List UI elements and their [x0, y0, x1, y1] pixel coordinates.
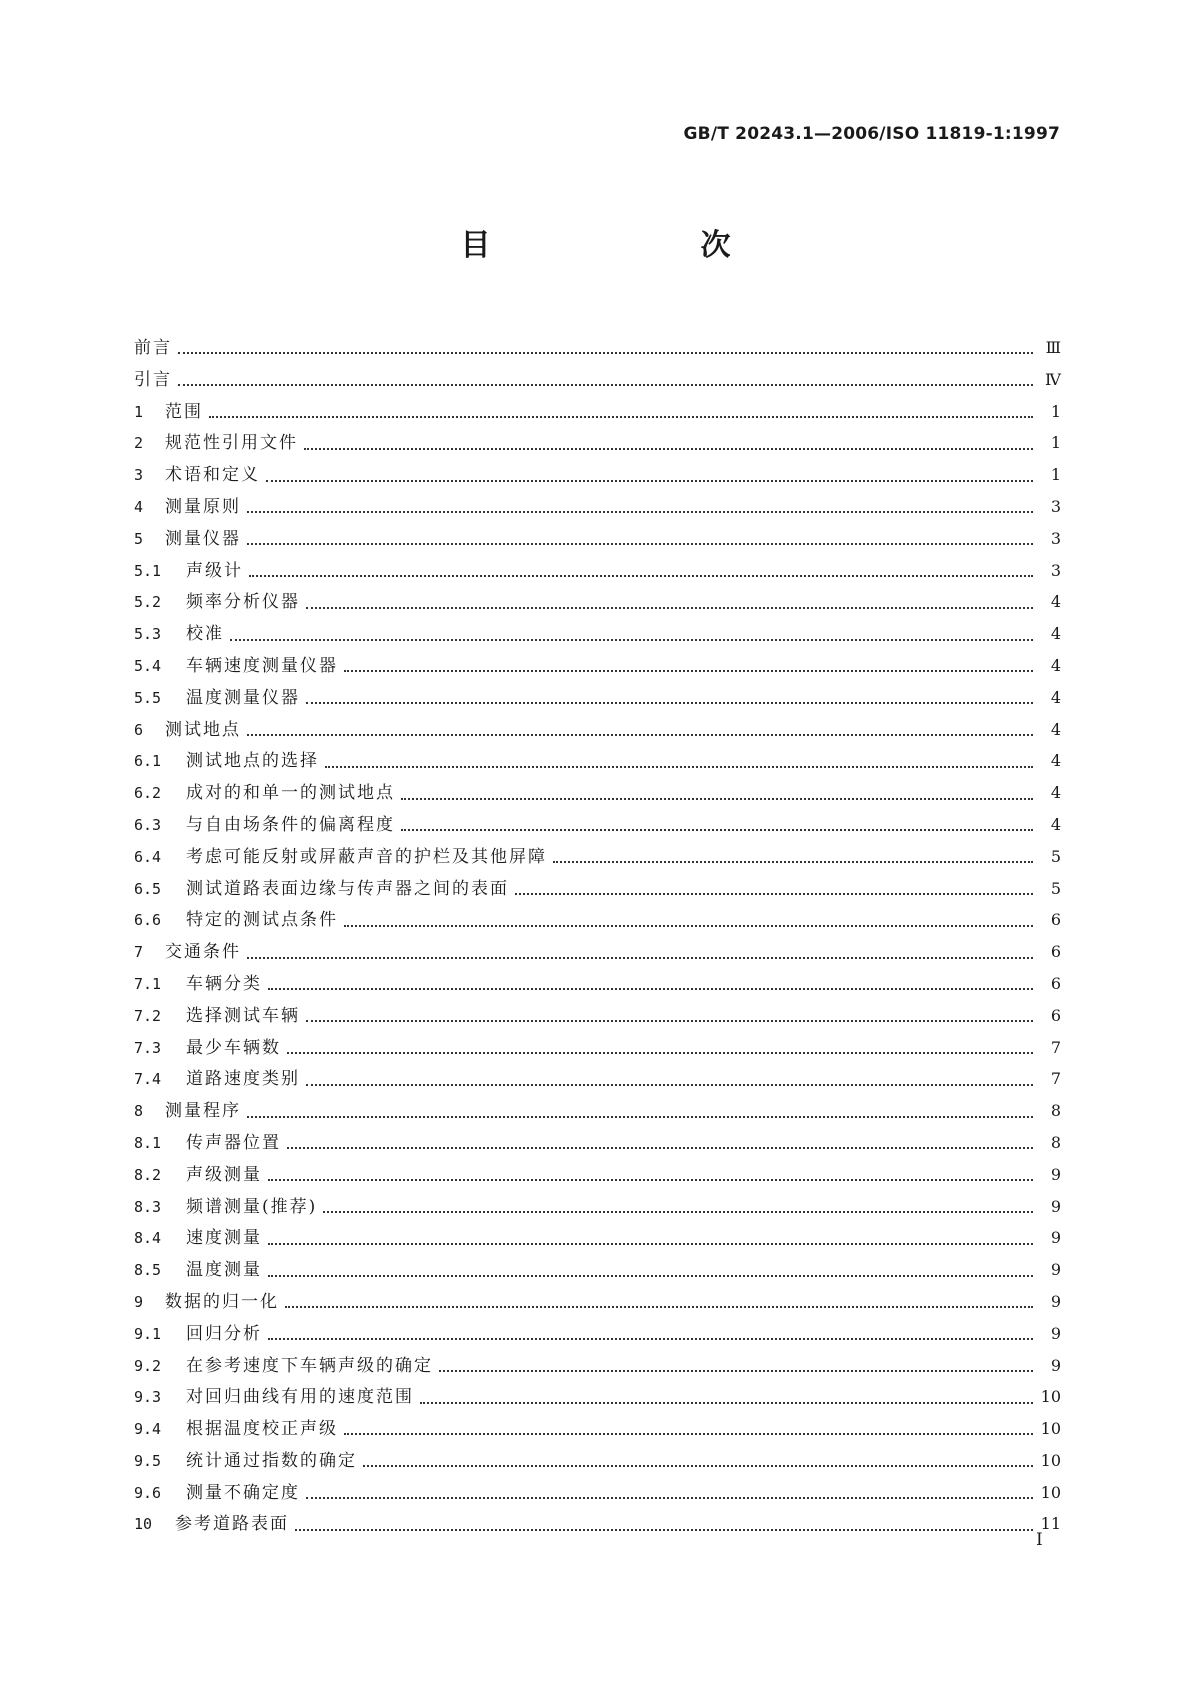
- dot-leader: [344, 658, 1033, 675]
- toc-entry-number: 6.3: [134, 815, 162, 834]
- dot-leader: [306, 690, 1033, 707]
- toc-entry-6-5[interactable]: [134, 874, 1061, 906]
- dot-leader: [306, 1485, 1033, 1502]
- dot-leader: [325, 754, 1033, 771]
- toc-entry-number: 1: [134, 402, 144, 421]
- toc-entry-number: 6.4: [134, 847, 162, 866]
- toc-entry-number: 6.6: [134, 911, 162, 930]
- toc-entry-9-2[interactable]: [134, 1351, 1061, 1383]
- toc-entry-number: 9.4: [134, 1420, 162, 1439]
- toc-entry-number: 7: [134, 943, 144, 962]
- toc-entry-title: 测试道路表面边缘与传声器之间的表面: [186, 878, 509, 899]
- toc-entry-9-5[interactable]: [134, 1446, 1061, 1478]
- toc-entry-7-3[interactable]: [134, 1033, 1061, 1065]
- toc-entry-8-2[interactable]: [134, 1160, 1061, 1192]
- dot-leader: [295, 1517, 1033, 1534]
- toc-entry-title: 测量仪器: [165, 528, 241, 549]
- toc-entry-5[interactable]: [134, 524, 1061, 556]
- toc-entry-title: 频率分析仪器: [186, 592, 300, 613]
- toc-entry-page: 1: [1050, 433, 1061, 453]
- toc-entry-page: 5: [1050, 846, 1061, 866]
- toc-entry-title: 在参考速度下车辆声级的确定: [186, 1355, 433, 1376]
- toc-entry-6-3[interactable]: [134, 810, 1061, 842]
- toc-entry-page: 7: [1050, 1037, 1061, 1057]
- toc-entry-page: 3: [1050, 528, 1061, 548]
- toc-entry-page: 4: [1050, 814, 1061, 834]
- dot-leader: [247, 722, 1033, 739]
- toc-entry-9-1[interactable]: [134, 1319, 1061, 1351]
- toc-entry-5-2[interactable]: [134, 587, 1061, 619]
- dot-leader: [344, 913, 1033, 930]
- toc-entry-title: 频谱测量(推荐): [186, 1196, 318, 1217]
- toc-entry-title: 交通条件: [165, 942, 241, 963]
- toc-entry-page: 10: [1040, 1482, 1061, 1502]
- toc-entry-number: 7.4: [134, 1070, 162, 1089]
- dot-leader: [209, 404, 1033, 421]
- toc-entry-title: 引言: [134, 369, 172, 390]
- toc-entry-number: 9.2: [134, 1356, 162, 1375]
- toc-entry-page: 8: [1050, 1132, 1061, 1152]
- toc-entry-preface[interactable]: [134, 333, 1061, 365]
- toc-entry-number: 5: [134, 529, 144, 548]
- toc-entry-title: 校准: [186, 624, 224, 645]
- standard-code: GB/T 20243.1—2006/ISO 11819-1:1997: [683, 124, 1060, 144]
- toc-entry-page: 1: [1050, 465, 1061, 485]
- dot-leader: [515, 881, 1033, 898]
- toc-entry-number: 8.5: [134, 1261, 162, 1280]
- toc-entry-8-1[interactable]: [134, 1128, 1061, 1160]
- dot-leader: [287, 1040, 1033, 1057]
- dot-leader: [439, 1358, 1033, 1375]
- dot-leader: [306, 1008, 1033, 1025]
- toc-entry-title: 测试地点: [165, 719, 241, 740]
- toc-entry-title: 特定的测试点条件: [186, 910, 338, 931]
- toc-entry-number: 9: [134, 1292, 144, 1311]
- toc-entry-title: 根据温度校正声级: [186, 1419, 338, 1440]
- toc-entry-page: 7: [1050, 1069, 1061, 1089]
- toc-entry-title: 测量原则: [165, 496, 241, 517]
- toc-entry-number: 5.2: [134, 593, 162, 612]
- toc-entry-title: 温度测量仪器: [186, 687, 300, 708]
- dot-leader: [304, 436, 1033, 453]
- dot-leader: [363, 1453, 1033, 1470]
- toc-entry-title: 温度测量: [186, 1260, 262, 1281]
- toc-entry-title: 车辆速度测量仪器: [186, 655, 338, 676]
- dot-leader: [268, 1231, 1033, 1248]
- toc-entry-number: 9.3: [134, 1388, 162, 1407]
- toc-entry-title: 规范性引用文件: [165, 433, 298, 454]
- toc-entry-8-4[interactable]: [134, 1223, 1061, 1255]
- toc-entry-number: 8: [134, 1102, 144, 1121]
- toc-entry-5-4[interactable]: [134, 651, 1061, 683]
- toc-entry-page: 5: [1050, 878, 1061, 898]
- dot-leader: [247, 1104, 1033, 1121]
- toc-entry-number: 8.1: [134, 1133, 162, 1152]
- dot-leader: [344, 1421, 1033, 1438]
- page-folio: I: [1036, 1530, 1043, 1550]
- toc-entry-8[interactable]: [134, 1096, 1061, 1128]
- dot-leader: [266, 468, 1033, 485]
- toc-entry-number: 7.3: [134, 1038, 162, 1057]
- toc-entry-page: 8: [1050, 1101, 1061, 1121]
- toc-entry-title: 测量不确定度: [186, 1482, 300, 1503]
- toc-entry-number: 8.2: [134, 1165, 162, 1184]
- dot-leader: [247, 531, 1033, 548]
- toc-entry-number: 8.4: [134, 1229, 162, 1248]
- toc-entry-3[interactable]: [134, 460, 1061, 492]
- toc-entry-page: 3: [1050, 496, 1061, 516]
- toc-entry-2[interactable]: [134, 428, 1061, 460]
- page-title: 目 次: [460, 228, 781, 263]
- dot-leader: [178, 372, 1033, 389]
- toc-entry-title: 范围: [165, 401, 203, 422]
- toc-entry-page: 9: [1050, 1196, 1061, 1216]
- toc-entry-introduction[interactable]: [134, 365, 1061, 397]
- toc-entry-number: 7.1: [134, 974, 162, 993]
- toc-entry-page: 4: [1050, 687, 1061, 707]
- dot-leader: [323, 1199, 1033, 1216]
- toc-entry-title: 车辆分类: [186, 973, 262, 994]
- dot-leader: [268, 1167, 1033, 1184]
- toc-entry-title: 道路速度类别: [186, 1069, 300, 1090]
- dot-leader: [247, 945, 1033, 962]
- toc-entry-6-4[interactable]: [134, 842, 1061, 874]
- toc-entry-title: 传声器位置: [186, 1132, 281, 1153]
- toc-entry-title: 选择测试车辆: [186, 1005, 300, 1026]
- toc-entry-7[interactable]: [134, 937, 1061, 969]
- toc-entry-page: 4: [1050, 751, 1061, 771]
- toc-entry-title: 声级计: [186, 560, 243, 581]
- toc-entry-page: 4: [1050, 624, 1061, 644]
- toc-entry-number: 7.2: [134, 1006, 162, 1025]
- toc-entry-7-1[interactable]: [134, 969, 1061, 1001]
- toc-entry-number: 6.2: [134, 784, 162, 803]
- dot-leader: [420, 1390, 1033, 1407]
- toc-entry-number: 6.1: [134, 752, 162, 771]
- dot-leader: [247, 499, 1033, 516]
- toc-entry-9[interactable]: [134, 1287, 1061, 1319]
- dot-leader: [268, 1326, 1033, 1343]
- toc-entry-title: 术语和定义: [165, 465, 260, 486]
- dot-leader: [287, 1135, 1033, 1152]
- toc-entry-9-6[interactable]: [134, 1478, 1061, 1510]
- toc-entry-title: 测试地点的选择: [186, 751, 319, 772]
- toc-entry-6-2[interactable]: [134, 778, 1061, 810]
- toc-entry-number: 3: [134, 466, 144, 485]
- toc-entry-5-1[interactable]: [134, 556, 1061, 588]
- toc-entry-title: 数据的归一化: [165, 1291, 279, 1312]
- toc-entry-number: 6: [134, 720, 144, 739]
- toc-entry-number: 5.5: [134, 688, 162, 707]
- toc-entry-page: 4: [1050, 655, 1061, 675]
- toc-entry-page: Ⅲ: [1045, 338, 1061, 357]
- toc-entry-page: 6: [1050, 910, 1061, 930]
- toc-entry-7-2[interactable]: [134, 1001, 1061, 1033]
- toc-entry-5-5[interactable]: [134, 683, 1061, 715]
- toc-entry-page: 10: [1040, 1419, 1061, 1439]
- toc-entry-number: 2: [134, 434, 144, 453]
- toc-entry-number: 5.1: [134, 561, 162, 580]
- toc-entry-number: 8.3: [134, 1197, 162, 1216]
- toc-entry-9-4[interactable]: [134, 1414, 1061, 1446]
- dot-leader: [178, 340, 1033, 357]
- toc-entry-7-4[interactable]: [134, 1064, 1061, 1096]
- toc-entry-page: 9: [1050, 1260, 1061, 1280]
- toc-entry-page: 9: [1050, 1355, 1061, 1375]
- toc-entry-number: 9.1: [134, 1324, 162, 1343]
- toc-entry-title: 成对的和单一的测试地点: [186, 783, 395, 804]
- dot-leader: [401, 817, 1033, 834]
- toc-entry-4[interactable]: [134, 492, 1061, 524]
- toc-entry-page: Ⅳ: [1045, 369, 1061, 389]
- dot-leader: [306, 1072, 1033, 1089]
- toc-entry-page: 1: [1050, 401, 1061, 421]
- dot-leader: [249, 563, 1033, 580]
- toc-entry-number: 9.6: [134, 1483, 162, 1502]
- toc-entry-1[interactable]: [134, 397, 1061, 429]
- toc-entry-page: 4: [1050, 592, 1061, 612]
- toc-entry-title: 考虑可能反射或屏蔽声音的护栏及其他屏障: [186, 846, 547, 867]
- toc-entry-title: 声级测量: [186, 1164, 262, 1185]
- toc-entry-number: 5.3: [134, 625, 162, 644]
- toc-entry-number: 5.4: [134, 656, 162, 675]
- dot-leader: [401, 786, 1033, 803]
- toc-entry-title: 对回归曲线有用的速度范围: [186, 1387, 414, 1408]
- toc-entry-title: 回归分析: [186, 1323, 262, 1344]
- dot-leader: [230, 627, 1033, 644]
- toc-entry-title: 统计通过指数的确定: [186, 1450, 357, 1471]
- dot-leader: [553, 849, 1033, 866]
- toc-entry-page: 9: [1050, 1164, 1061, 1184]
- toc-entry-page: 9: [1050, 1291, 1061, 1311]
- toc-entry-8-5[interactable]: [134, 1255, 1061, 1287]
- toc-entry-6[interactable]: [134, 715, 1061, 747]
- toc-entry-title: 前言: [134, 338, 172, 358]
- toc-entry-page: 10: [1040, 1387, 1061, 1407]
- toc-entry-page: 9: [1050, 1228, 1061, 1248]
- table-of-contents: [134, 333, 1061, 1541]
- toc-entry-5-3[interactable]: [134, 619, 1061, 651]
- toc-entry-page: 3: [1050, 560, 1061, 580]
- toc-entry-page: 6: [1050, 1005, 1061, 1025]
- toc-entry-number: 10: [134, 1515, 153, 1534]
- toc-entry-title: 测量程序: [165, 1101, 241, 1122]
- toc-entry-page: 9: [1050, 1323, 1061, 1343]
- toc-entry-page: 6: [1050, 973, 1061, 993]
- toc-entry-number: 9.5: [134, 1451, 162, 1470]
- toc-entry-title: 最少车辆数: [186, 1037, 281, 1058]
- toc-entry-page: 10: [1040, 1450, 1061, 1470]
- toc-entry-8-3[interactable]: [134, 1192, 1061, 1224]
- toc-entry-title: 速度测量: [186, 1228, 262, 1249]
- dot-leader: [306, 595, 1033, 612]
- toc-entry-6-1[interactable]: [134, 746, 1061, 778]
- toc-entry-9-3[interactable]: [134, 1382, 1061, 1414]
- toc-entry-page: 11: [1040, 1514, 1061, 1534]
- toc-entry-10[interactable]: [134, 1509, 1061, 1541]
- toc-entry-page: 6: [1050, 942, 1061, 962]
- toc-entry-page: 4: [1050, 783, 1061, 803]
- toc-entry-number: 4: [134, 497, 144, 516]
- toc-entry-title: 与自由场条件的偏离程度: [186, 814, 395, 835]
- toc-entry-page: 4: [1050, 719, 1061, 739]
- dot-leader: [285, 1294, 1033, 1311]
- toc-entry-6-6[interactable]: [134, 905, 1061, 937]
- dot-leader: [268, 1263, 1033, 1280]
- toc-entry-number: 6.5: [134, 879, 162, 898]
- toc-entry-title: 参考道路表面: [175, 1514, 289, 1535]
- dot-leader: [268, 976, 1033, 993]
